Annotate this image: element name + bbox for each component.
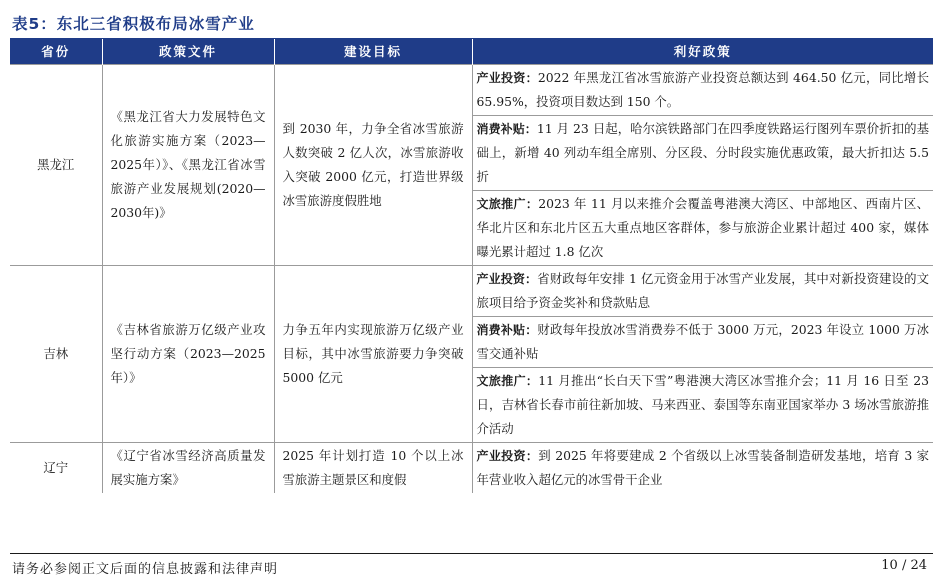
header-goal: 建设目标 bbox=[274, 39, 472, 65]
benefit-cell bbox=[472, 191, 933, 266]
header-benefit: 利好政策 bbox=[472, 39, 933, 65]
policy-cell: 《辽宁省冰雪经济高质量发展实施方案》 bbox=[102, 443, 274, 494]
benefit-text: 2022 年黑龙江省冰雪旅游产业投资总额达到 464.50 亿元，同比增长 65.95%，投资项目数达到 150 个。 bbox=[476, 70, 929, 109]
benefit-text: 11 月推出“长白天下雪”粤港澳大湾区冰雪推介会；11 月 16 日至 23 日，吉林省长春市前往新加坡、马来西亚、泰国等东南亚国家举办 3 场冰雪旅游推介活动 bbox=[476, 373, 929, 436]
benefit-text: 到 2025 年将要建成 2 个省级以上冰雪装备制造研发基地，培育 3 家年营业收入超亿元的冰雪骨干企业 bbox=[476, 448, 929, 487]
table-row bbox=[10, 65, 933, 116]
benefit-cell bbox=[472, 116, 933, 191]
footer-disclaimer: 请务必参阅正文后面的信息披露和法律声明 bbox=[12, 562, 279, 577]
table-row bbox=[10, 443, 933, 494]
policy-cell: 《吉林省旅游万亿级产业攻坚行动方案（2023—2025 年）》 bbox=[102, 266, 274, 443]
benefit-text: 省财政每年安排 1 亿元资金用于冰雪产业发展，其中对新投资建设的文旅项目给予资金奖补和贷款贴息 bbox=[476, 271, 929, 310]
header-province: 省份 bbox=[10, 39, 102, 65]
province-cell: 辽宁 bbox=[10, 443, 102, 494]
header-policy: 政策文件 bbox=[102, 39, 274, 65]
goal-cell: 到 2030 年，力争全省冰雪旅游人数突破 2 亿人次，冰雪旅游收入突破 2000 亿元，打造世界级冰雪旅游度假胜地 bbox=[274, 65, 472, 266]
benefit-cell bbox=[472, 443, 933, 494]
province-cell: 黑龙江 bbox=[10, 65, 102, 266]
benefit-text: 财政每年投放冰雪消费券不低于 3000 万元，2023 年设立 1000 万冰雪交通补贴 bbox=[476, 322, 929, 361]
table-title: 表5：东北三省积极布局冰雪产业 bbox=[12, 15, 255, 33]
benefit-label: 文旅推广： bbox=[476, 197, 539, 211]
policy-cell: 《黑龙江省大力发展特色文化旅游实施方案（2023—2025年）》、《黑龙江省冰雪旅游产业发展规划(2020—2030年)》 bbox=[102, 65, 274, 266]
benefit-cell bbox=[472, 266, 933, 317]
benefit-label: 文旅推广： bbox=[476, 374, 539, 388]
benefit-cell bbox=[472, 317, 933, 368]
policy-table bbox=[10, 39, 933, 493]
benefit-text: 11 月 23 日起，哈尔滨铁路部门在四季度铁路运行图列车票价折扣的基础上，新增 40 列动车组全席别、分区段、分时段实施优惠政策，最大折扣达 5.5 折 bbox=[476, 121, 929, 184]
province-cell: 吉林 bbox=[10, 266, 102, 443]
benefit-label: 产业投资： bbox=[476, 71, 538, 85]
benefit-text: 2023 年 11 月以来推介会覆盖粤港澳大湾区、中部地区、西南片区、华北片区和东北片区五大重点地区客群体，参与旅游企业累计超过 400 家，媒体曝光累计超过 1.8 亿次 bbox=[476, 196, 929, 259]
footer-rule bbox=[10, 553, 933, 554]
goal-cell: 2025 年计划打造 10 个以上冰雪旅游主题景区和度假 bbox=[274, 443, 472, 494]
table-header-row bbox=[10, 39, 933, 65]
benefit-label: 产业投资： bbox=[476, 272, 538, 286]
table-row bbox=[10, 266, 933, 317]
benefit-cell bbox=[472, 65, 933, 116]
page-number: 10 / 24 bbox=[881, 558, 927, 573]
benefit-cell bbox=[472, 368, 933, 443]
benefit-label: 消费补贴： bbox=[476, 122, 537, 136]
benefit-label: 产业投资： bbox=[476, 449, 539, 463]
goal-cell: 力争五年内实现旅游万亿级产业目标，其中冰雪旅游要力争突破 5000 亿元 bbox=[274, 266, 472, 443]
benefit-label: 消费补贴： bbox=[476, 323, 538, 337]
